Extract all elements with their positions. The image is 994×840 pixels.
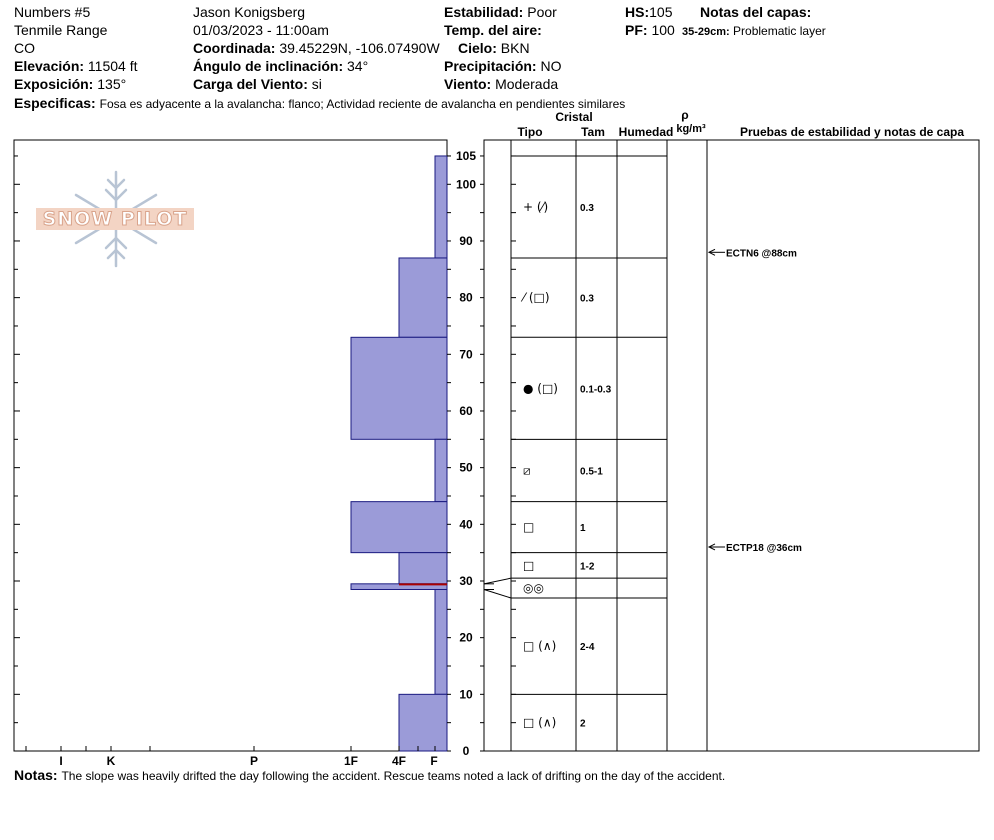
y-tick-label: 80 xyxy=(459,290,473,305)
precip-label: Precipitación: xyxy=(444,58,537,74)
precip-value: NO xyxy=(540,58,562,74)
y-tick-label: 20 xyxy=(459,630,473,645)
grain-size-3: 0.5-1 xyxy=(580,466,603,478)
y-tick-label: 105 xyxy=(455,148,477,163)
grain-type-7: □ (∧) xyxy=(523,639,557,654)
observation-datetime: 01/03/2023 - 11:00am xyxy=(193,22,329,38)
range-name: Tenmile Range xyxy=(14,22,108,38)
y-tick-label: 30 xyxy=(459,573,473,588)
tests-header: Pruebas de estabilidad y notas de capa xyxy=(739,125,965,139)
hardness-label-K: K xyxy=(106,754,116,768)
air-temp-label: Temp. del aire: xyxy=(444,22,542,38)
hardness-bar-0 xyxy=(435,156,447,258)
specifics-label: Especificas: xyxy=(14,95,96,111)
grain-size-4: 1 xyxy=(580,523,586,535)
sky-label: Cielo: xyxy=(458,40,497,56)
y-tick-label: 60 xyxy=(459,403,473,418)
observer-name: Jason Konigsberg xyxy=(193,4,306,20)
grain-type-3: ⧄ xyxy=(523,463,531,478)
notes-text: The slope was heavily drifted the day following the accident. Rescue teams noted a lack of drifting on the day of the accident. xyxy=(61,769,726,783)
hardness-label-P: P xyxy=(249,754,259,768)
coordinate-label: Coordinada: xyxy=(193,40,276,56)
layer-connector-top xyxy=(484,578,511,584)
wind-label: Viento: xyxy=(444,76,492,92)
size-header: Tam xyxy=(581,125,605,139)
grain-size-8: 2 xyxy=(580,718,586,730)
hs-label: HS: xyxy=(625,4,650,20)
y-tick-label: 10 xyxy=(459,687,473,702)
grain-type-5: □ xyxy=(523,558,535,573)
incline-label: Ángulo de inclinación: xyxy=(193,58,344,74)
hardness-bar-7 xyxy=(435,589,447,694)
layer-connector-bottom xyxy=(484,589,511,598)
grain-type-2: ● (□) xyxy=(523,381,558,396)
grain-size-2: 0.1-0.3 xyxy=(580,384,612,396)
grain-size-5: 1-2 xyxy=(580,561,595,573)
state-name: CO xyxy=(14,40,35,56)
crystal-header: Cristal xyxy=(555,110,593,124)
y-tick-label: 100 xyxy=(455,177,477,192)
site-title: Numbers #5 xyxy=(14,4,91,20)
grain-size-1: 0.3 xyxy=(580,293,594,305)
type-header: Tipo xyxy=(517,125,543,139)
hardness-label-F: F xyxy=(430,754,438,768)
y-tick-label: 50 xyxy=(459,460,473,475)
hardness-bar-8 xyxy=(399,694,447,751)
wind-load-value: si xyxy=(311,76,322,92)
hardness-bar-3 xyxy=(435,439,447,501)
hs-value: 105 xyxy=(649,4,673,20)
grain-type-4: □ xyxy=(523,520,535,535)
grain-type-1: ⁄ (□) xyxy=(523,290,550,305)
y-tick-label: 0 xyxy=(462,744,470,758)
aspect-value: 135° xyxy=(97,76,127,92)
layer-table-frame xyxy=(484,140,979,751)
hardness-bar-2 xyxy=(351,337,447,439)
elevation-label: Elevación: xyxy=(14,58,85,74)
y-tick-label: 90 xyxy=(459,233,473,248)
hardness-label-I: I xyxy=(59,754,63,768)
hardness-label-1F: 1F xyxy=(343,754,359,768)
stability-test-label-1: ECTP18 @36cm xyxy=(726,542,802,554)
grain-size-0: 0.3 xyxy=(580,202,594,214)
humidity-header: Humedad xyxy=(618,125,674,139)
grain-type-0: + (⁄) xyxy=(523,199,549,214)
y-tick-label: 70 xyxy=(459,347,473,362)
layer-note-range: 35-29cm: xyxy=(682,26,730,38)
pf-value: 100 xyxy=(651,22,675,38)
hardness-bar-4 xyxy=(351,502,447,553)
pf-label: PF: xyxy=(625,22,648,38)
incline-value: 34° xyxy=(347,58,369,74)
hardness-bar-1 xyxy=(399,258,447,337)
hardness-bar-5 xyxy=(399,553,447,584)
layer-notes-label: Notas del capas: xyxy=(700,4,812,20)
sky-value: BKN xyxy=(500,40,530,56)
y-tick-label: 40 xyxy=(459,517,473,532)
grain-type-8: □ (∧) xyxy=(523,715,557,730)
aspect-label: Exposición: xyxy=(14,76,94,92)
logo-text: SNOW PILOT xyxy=(36,208,194,230)
grain-size-7: 2-4 xyxy=(580,642,595,654)
notes-label: Notas: xyxy=(14,767,58,783)
density-unit-header: kg/m³ xyxy=(676,123,706,135)
stability-test-label-0: ECTN6 @88cm xyxy=(726,248,797,260)
coordinate-value: 39.45229N, -106.07490W xyxy=(279,40,440,56)
layer-note-text: Problematic layer xyxy=(733,24,826,38)
specifics-value: Fosa es adyacente a la avalancha: flanco; Actividad reciente de avalancha en pendientes similares xyxy=(99,97,626,111)
stability-label: Estabilidad: xyxy=(444,4,524,20)
stability-value: Poor xyxy=(527,4,557,20)
grain-type-6: ◎◎ xyxy=(523,581,544,596)
elevation-value: 11504 ft xyxy=(87,58,138,74)
hardness-label-4F: 4F xyxy=(391,754,407,768)
rho-header: ρ xyxy=(681,108,689,122)
hardness-plot-frame xyxy=(14,140,447,751)
wind-value: Moderada xyxy=(495,76,559,92)
wind-load-label: Carga del Viento: xyxy=(193,76,308,92)
